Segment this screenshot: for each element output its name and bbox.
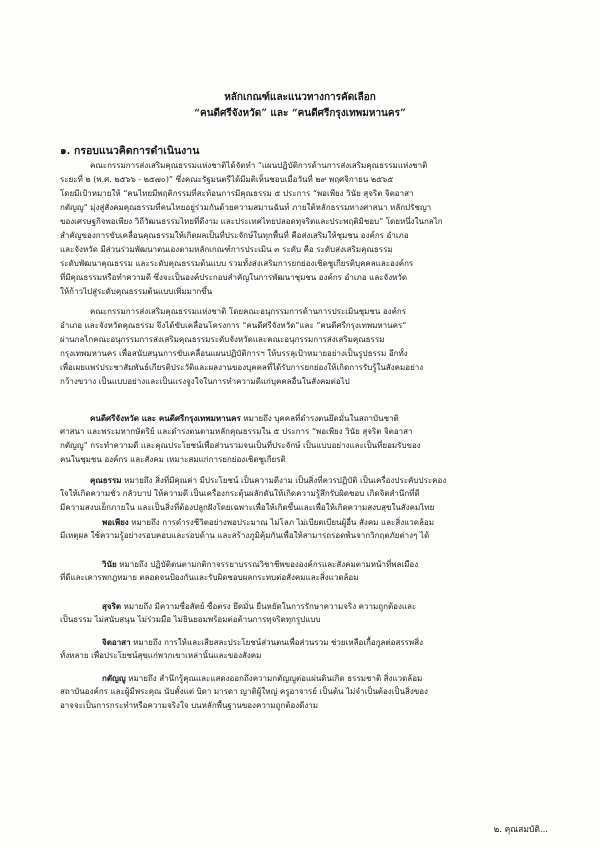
virtue-term: คุณธรรม (90, 475, 122, 485)
virtue-line: ใจให้เกิดความชั่ว กลัวบาป ให้ความดี เป็นเครื่องกระตุ้นผลักดันให้เกิดความรู้สึกรับผิดชอบ เกิดจิตสำนึกที่ดี (60, 489, 420, 498)
virtue-line: สถาบันองค์กร และผู้มีพระคุณ นับตั้งแต่ บิดา มารดา ญาติผู้ใหญ่ ครูอาจารย์ เป็นต้น ไม่จำเป็นต้องเป็นสิ่งของ (60, 687, 428, 696)
paragraph-line: กว้างขวาง เป็นแบบอย่างและเป็นแรงจูงใจในการทำความดีแก่บุคคลอื่นในสังคมต่อไป (60, 377, 350, 386)
definition-line (90, 412, 554, 425)
definition-line: ศาสนา และพระมหากษัตริย์ และดำรงตนตามหลักคุณธรรมใน ๕ ประการ “พอเพียง วินัย สุจริต จิตอาสา (60, 427, 413, 436)
section-heading: ๑. กรอบแนวคิดการดำเนินงาน (60, 145, 200, 157)
definition-text: หมายถึง บุคคลที่ดำรงตนยึดมั่นในสถาบันชาติ (240, 414, 399, 423)
document-title-line1: หลักเกณฑ์และแนวทางการคัดเลือก (224, 92, 376, 103)
paragraph-line: โดยมีเป้าหมายให้ “คนไทยมีพฤติกรรมที่สะท้อนการมีคุณธรรม ๕ ประการ “พอเพียง วินัย สุจริต จิตอาสา (60, 189, 414, 198)
definition-term: คนดีศรีจังหวัด และ คนดีศรีกรุงเทพมหานคร (90, 413, 241, 423)
virtue-text: หมายถึง การให้และเสียสละประโยชน์ส่วนตนเพื่อส่วนรวม ช่วยเหลือเกื้อกูลต่อสรรพสิ่ง (130, 638, 423, 647)
virtue-term: กตัญญู (102, 673, 126, 683)
paragraph-line: ผ่านกลไกคณะอนุกรรมการส่งเสริมคุณธรรมระดับจังหวัดและคณะอนุกรรมการส่งเสริมคุณธรรม (60, 335, 385, 344)
virtue-term: วินัย (102, 559, 117, 569)
virtue-text: หมายถึง สำนึกรู้คุณและแสดงออกถึงความกตัญญูต่อแผ่นดินเกิด ธรรมชาติ สิ่งแวดล้อม (125, 674, 423, 683)
virtue-text: หมายถึง มีความซื่อสัตย์ ซื่อตรง ยึดมั่น ยืนหยัดในการรักษาความจริง ความถูกต้องและ (121, 602, 417, 611)
virtue-line (102, 636, 554, 649)
paragraph-line: กรุงเทพมหานคร เพื่อสนับสนุนการขับเคลื่อนแผนปฏิบัติการฯ ให้บรรลุเป้าหมายอย่างเป็นรูปธรรม อีกทั้ง (60, 349, 408, 358)
definition-line: กตัญญู” กระทำความดี และคุณประโยชน์เพื่อส่วนรวมจนเป็นที่ประจักษ์ เป็นแบบอย่างและเป็นที่ยอมรับของ (60, 441, 421, 450)
virtue-line: ที่ดีและเคารพกฎหมาย ตลอดจนป้องกันและรับผิดชอบผลกระทบต่อสังคมและสิ่งแวดล้อม (60, 573, 359, 582)
paragraph-line: อำเภอ และจังหวัดคุณธรรม จึงได้ขับเคลื่อนโครงการ “คนดีศรีจังหวัด”และ “คนดีศรีกรุงเทพมหานคร” (60, 321, 407, 330)
virtue-term: สุจริต (102, 601, 122, 611)
paragraph-line: คณะกรรมการส่งเสริมคุณธรรมแห่งชาติ โดยคณะอนุกรรมการด้านการประเมินชุมชน องค์กร (90, 307, 407, 316)
virtue-term: จิตอาสา (102, 637, 131, 647)
paragraph-line: และจังหวัด มีส่วนร่วมพัฒนาตนเองตามหลักเกณฑ์การประเมิน ๓ ระดับ คือ ระดับส่งเสริมคุณธรรม (60, 245, 393, 254)
virtue-line (90, 474, 554, 487)
definition-line: คนในชุมชน องค์กร และสังคม เหมาะสมแก่การยกย่องเชิดชูเกียรติ (60, 455, 286, 464)
virtue-line (102, 516, 554, 529)
virtue-term: พอเพียง (102, 517, 129, 527)
paragraph-line: ระดับพัฒนาคุณธรรม และระดับคุณธรรมต้นแบบ รวมทั้งส่งเสริมการยกย่องเชิดชูเกียรติบุคคลและองค์กร (60, 259, 414, 268)
page-continuation-note: ๒. คุณสมบัติ... (493, 825, 548, 835)
virtue-text: หมายถึง สิ่งที่มีคุณค่า มีประโยชน์ เป็นความดีงาม เป็นสิ่งที่ควรปฏิบัติ เป็นเครื่องประคับประคอง (121, 476, 447, 485)
virtue-text: หมายถึง ปฏิบัติตนตามกติกาจรรยาบรรณวิชาชีพขององค์กรและสังคมตามหน้าที่พลเมือง (116, 560, 419, 569)
document-title-line2: “คนดีศรีจังหวัด” และ “คนดีศรีกรุงเทพมหานคร” (194, 108, 406, 119)
paragraph-line: สำคัญของการขับเคลื่อนคุณธรรมให้เกิดผลเป็นที่ประจักษ์ในทุกพื้นที่ คือส่งเสริมให้ชุมชน องค์กร อำเภอ (60, 231, 409, 240)
paragraph-line: ระยะที่ ๒ (พ.ศ. ๒๕๖๖ - ๒๕๗๐)” ซึ่งคณะรัฐมนตรีได้มีมติเห็นชอบเมื่อวันที่ ๒๙ พฤศจิกายน ๒๕๖๕ (60, 175, 394, 184)
virtue-line: มีความสงบเย็กภายใน และเป็นสิ่งที่ต้องปลูกฝังโดยเฉพาะเพื่อให้เกิดขึ้นและเพื่อให้เกิดความสงบสุขในสังคมไทย (60, 503, 435, 512)
virtue-text: หมายถึง การดำรงชีวิตอย่างพอประมาณ ไม่โลภ ไม่เบียดเบียนผู้อื่น สังคม และสิ่งแวดล้อม (128, 518, 434, 527)
virtue-line: อาจจะเป็นการกระทำหรือความจริงใจ บนหลักพื้นฐานของความถูกต้องดีงาม (60, 701, 319, 710)
paragraph-line: คณะกรรมการส่งเสริมคุณธรรมแห่งชาติได้จัดทำ “แผนปฏิบัติการด้านการส่งเสริมคุณธรรมแห่งชาติ (90, 161, 428, 170)
paragraph-line: ให้ก้าวไปสู่ระดับคุณธรรมต้นแบบเพิ่มมากขึ้น (60, 287, 213, 296)
virtue-line (102, 600, 554, 613)
paragraph-line: ของเศรษฐกิจพอเพียง วิถีวัฒนธรรมไทยที่ดีงาม และประเทศไทยปลอดทุจริตและประพฤติมิชอบ” โดยหนึ่งในกลไก (60, 217, 443, 226)
paragraph-line: กตัญญู” มุ่งสู่สังคมคุณธรรมที่คนไทยอยู่ร่วมกันด้วยความสมานฉันท์ ภายใต้หลักธรรมทางศาสนา หลักปรัชญา (60, 203, 432, 212)
paragraph-line: ที่มีคุณธรรมหรือทำความดี ซึ่งจะเป็นองค์ประกอบสำคัญในการพัฒนาชุมชน องค์กร อำเภอ และจังหวัด (60, 273, 408, 282)
paragraph-line: เพื่อเผยแพร่ประชาสัมพันธ์เกียรติประวัติและผลงานของบุคคลที่ได้รับการยกย่องให้เกิดการรับรู้ในสังคมอย่าง (60, 363, 424, 372)
virtue-line (102, 558, 554, 571)
virtue-line: เป็นธรรม ไม่สนับสนุน ไม่ร่วมมือ ไม่ยินยอมพร้อมต่อต้านการทุจริตทุกรูปแบบ (60, 615, 321, 624)
virtue-line (102, 672, 554, 685)
virtue-line: ทั้งหลาย เพื่อประโยชน์สุขแก่พวกเขาเหล่านั้นและของสังคม (60, 651, 262, 660)
virtue-line: มีเหตุผล ใช้ความรู้อย่างรอบคอบและรอบด้าน และสร้างภูมิคุ้มกันเพื่อให้สามารถรอดพ้นจากวิกฤตภัยต่างๆ ได้ (60, 531, 430, 540)
